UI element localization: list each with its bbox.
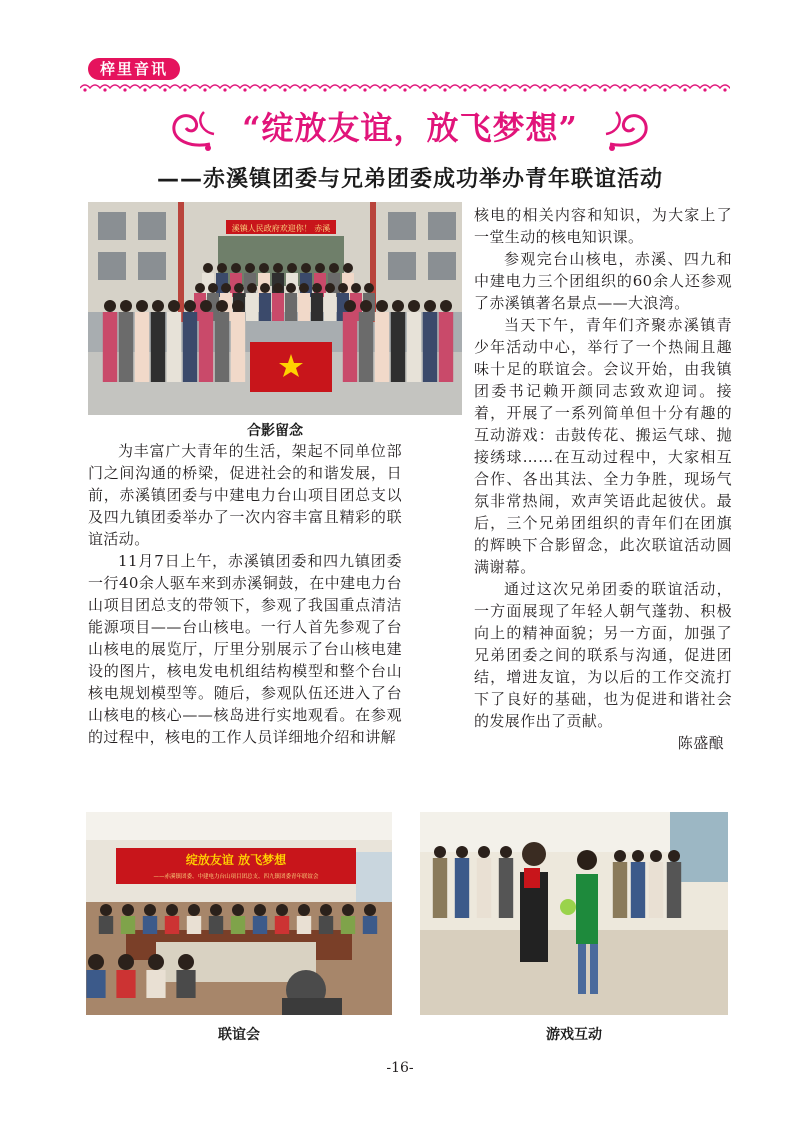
person-body <box>209 916 223 934</box>
person-head <box>360 300 372 312</box>
person-head <box>188 904 200 916</box>
person-head <box>456 846 468 858</box>
person-head <box>325 283 335 293</box>
person-head <box>392 300 404 312</box>
person-body <box>183 312 197 382</box>
rule-dot <box>623 88 626 91</box>
rule-dot <box>103 88 106 91</box>
rule-dot <box>243 88 246 91</box>
person-head <box>232 300 244 312</box>
person-head <box>276 904 288 916</box>
person-head <box>100 904 112 916</box>
rule-dot <box>703 88 706 91</box>
rule-dot <box>363 88 366 91</box>
person-head <box>312 283 322 293</box>
person-head <box>364 904 376 916</box>
person-head <box>298 904 310 916</box>
rule-dot <box>563 88 566 91</box>
rule-dot <box>123 88 126 91</box>
group-photo <box>88 202 462 415</box>
person-body <box>187 916 201 934</box>
rule-dot <box>683 88 686 91</box>
article-left-column <box>88 440 402 748</box>
person-head <box>166 904 178 916</box>
party-photo <box>86 812 392 1015</box>
headline-block <box>130 100 690 156</box>
person-body <box>121 916 135 934</box>
group-photo-caption: 合影留念 <box>247 423 303 439</box>
person-head <box>614 850 626 862</box>
person-head <box>231 263 241 273</box>
rule-dot <box>143 88 146 91</box>
person-head <box>152 300 164 312</box>
paragraph: 为丰富广大青年的生活，架起不同单位部门之间沟通的桥梁，促进社会的和谐发展，日前，赤溪镇团委与中建电力台山项目团总支以及四九镇团委举办了一次内容丰富且精彩的联谊活动。 <box>88 442 402 548</box>
rule-dot <box>523 88 526 91</box>
person-body <box>135 312 149 382</box>
person-head <box>217 263 227 273</box>
person-body <box>391 312 405 382</box>
column-tag: 梓里音讯 <box>88 58 180 80</box>
person-head <box>178 954 194 970</box>
person-head <box>434 846 446 858</box>
person-head <box>632 850 644 862</box>
person-head <box>273 263 283 273</box>
person-body <box>167 312 181 382</box>
person-body <box>119 312 133 382</box>
person-body <box>143 916 157 934</box>
person-body <box>116 970 135 998</box>
person-head <box>144 904 156 916</box>
header-decorative-rule <box>80 80 730 92</box>
person-head <box>259 263 269 273</box>
rule-dot <box>303 88 306 91</box>
person-head <box>232 904 244 916</box>
article-subheadline: ——赤溪镇团委与兄弟团委成功举办青年联谊活动 <box>156 167 663 192</box>
person-body <box>231 916 245 934</box>
person-head <box>478 846 490 858</box>
person-body <box>359 312 373 382</box>
rule-dot <box>463 88 466 91</box>
person-head <box>136 300 148 312</box>
person-head <box>260 283 270 293</box>
person-head <box>351 283 361 293</box>
person-head <box>376 300 388 312</box>
person-head <box>668 850 680 862</box>
rule-dot <box>503 88 506 91</box>
person-head <box>408 300 420 312</box>
person-body <box>311 293 323 321</box>
author-name: 陈盛酿 <box>677 734 724 752</box>
page-number: -16- <box>386 1060 414 1076</box>
person-head <box>210 904 222 916</box>
person-body <box>272 293 284 321</box>
person-head <box>286 283 296 293</box>
game-photo <box>420 812 728 1015</box>
person-head <box>118 954 134 970</box>
party-photo-caption: 联谊会 <box>218 1027 260 1043</box>
person-head <box>440 300 452 312</box>
person-head <box>344 300 356 312</box>
person-body <box>231 312 245 382</box>
rule-dot <box>663 88 666 91</box>
party-banner-title: 绽放友谊 放飞梦想 <box>185 853 287 867</box>
rule-dot <box>603 88 606 91</box>
rule-dot <box>543 88 546 91</box>
rule-dot <box>163 88 166 91</box>
person-head <box>338 283 348 293</box>
person-head <box>168 300 180 312</box>
rule-dot <box>383 88 386 91</box>
person-head <box>315 263 325 273</box>
group-photo-banner: 溪镇人民政府欢迎你！ 赤溪 <box>231 224 331 233</box>
rule-dot <box>183 88 186 91</box>
rule-dot <box>263 88 266 91</box>
rule-dot <box>643 88 646 91</box>
person-head <box>329 263 339 273</box>
person-head <box>208 283 218 293</box>
person-body <box>363 916 377 934</box>
person-body <box>215 312 229 382</box>
person-body <box>146 970 165 998</box>
person-body <box>165 916 179 934</box>
rule-dot <box>483 88 486 91</box>
person-body <box>253 916 267 934</box>
person-head <box>247 283 257 293</box>
person-body <box>341 916 355 934</box>
person-head <box>364 283 374 293</box>
person-head <box>216 300 228 312</box>
person-head <box>120 300 132 312</box>
person-body <box>375 312 389 382</box>
person-head <box>287 263 297 273</box>
person-body <box>455 858 469 918</box>
person-body <box>667 862 681 918</box>
person-head <box>320 904 332 916</box>
person-body <box>649 862 663 918</box>
person-body <box>319 916 333 934</box>
rule-dot <box>583 88 586 91</box>
person-head <box>104 300 116 312</box>
person-head <box>195 283 205 293</box>
paragraph: 核电的相关内容和知识，为大家上了一堂生动的核电知识课。 <box>474 206 732 246</box>
person-head <box>245 263 255 273</box>
person-body <box>407 312 421 382</box>
person-head <box>221 283 231 293</box>
person-head <box>650 850 662 862</box>
person-head <box>273 283 283 293</box>
person-body <box>297 916 311 934</box>
person-head <box>342 904 354 916</box>
person-head <box>122 904 134 916</box>
flourish-right-icon <box>600 104 660 156</box>
rule-dot <box>323 88 326 91</box>
person-head <box>200 300 212 312</box>
person-body <box>298 293 310 321</box>
person-body <box>439 312 453 382</box>
person-body <box>343 312 357 382</box>
person-body <box>499 858 513 918</box>
rule-dot <box>223 88 226 91</box>
person-head <box>203 263 213 273</box>
rule-dot <box>83 88 86 91</box>
person-body <box>285 293 297 321</box>
person-body <box>423 312 437 382</box>
rule-dot <box>723 88 726 91</box>
person-head <box>254 904 266 916</box>
person-body <box>631 862 645 918</box>
person-body <box>99 916 113 934</box>
person-head <box>184 300 196 312</box>
person-body <box>86 970 105 998</box>
paragraph: 通过这次兄弟团委的联谊活动，一方面展现了年轻人朝气蓬勃、积极向上的精神面貌；另一方面，加强了兄弟团委之间的联系与沟通，促进团结，增进友谊，为以后的工作交流打下了良好的基础，也为促进和谐社会的发展作出了贡献。 <box>474 580 732 730</box>
person-body <box>199 312 213 382</box>
rule-dot <box>203 88 206 91</box>
paragraph: 当天下午，青年们齐聚赤溪镇青少年活动中心，举行了一个热闹且趣味十足的联谊会。会议开始，由我镇团委书记赖开颜同志致欢迎词。接着，开展了一系列简单但十分有趣的互动游戏：击鼓传花、搬运气球、抛接绣球……在互动过程中，大家相互合作、各出其法、全力争胜，现场气氛非常热闹，欢声笑语此起彼伏。最后，三个兄弟团组织的青年们在团旗的辉映下合影留念，此次联谊活动圆满谢幕。 <box>474 316 732 576</box>
article-headline: “绽放友谊，放飞梦想” <box>242 109 578 147</box>
person-head <box>234 283 244 293</box>
person-body <box>477 858 491 918</box>
person-head <box>343 263 353 273</box>
person-body <box>246 293 258 321</box>
rule-wave <box>80 85 730 88</box>
person-body <box>176 970 195 998</box>
article-right-column <box>474 204 732 754</box>
rule-dot <box>343 88 346 91</box>
game-photo-caption: 游戏互动 <box>546 1027 602 1043</box>
paragraph: 参观完台山核电，赤溪、四九和中建电力三个团组织的60余人还参观了赤溪镇著名景点——大浪湾。 <box>474 250 732 312</box>
person-body <box>324 293 336 321</box>
person-head <box>299 283 309 293</box>
person-body <box>275 916 289 934</box>
person-body <box>433 858 447 918</box>
person-head <box>301 263 311 273</box>
rule-dot <box>283 88 286 91</box>
rule-dot <box>403 88 406 91</box>
person-body <box>613 862 627 918</box>
person-head <box>88 954 104 970</box>
person-head <box>500 846 512 858</box>
person-body <box>103 312 117 382</box>
person-head <box>424 300 436 312</box>
person-head <box>148 954 164 970</box>
rule-dot <box>443 88 446 91</box>
party-banner-subtitle: ——赤溪镇团委、中建电力台山项目团总支、四九镇团委青年联谊会 <box>153 874 319 880</box>
paragraph: 11月7日上午，赤溪镇团委和四九镇团委一行40余人驱车来到赤溪铜鼓，在中建电力台山项目团总支的带领下，参观了我国重点清洁能源项目——台山核电。一行人首先参观了台山核电的展览厅，厅里分别展示了台山核电建设的图片，核电发电机组结构模型和整个台山核电规划模型等。随后，参观队伍还进入了台山核电的核心——核岛进行实地观看。在参观的过程中，核电的工作人员详细地介绍和讲解 <box>88 552 402 746</box>
person-body <box>259 293 271 321</box>
person-body <box>151 312 165 382</box>
rule-dot <box>423 88 426 91</box>
